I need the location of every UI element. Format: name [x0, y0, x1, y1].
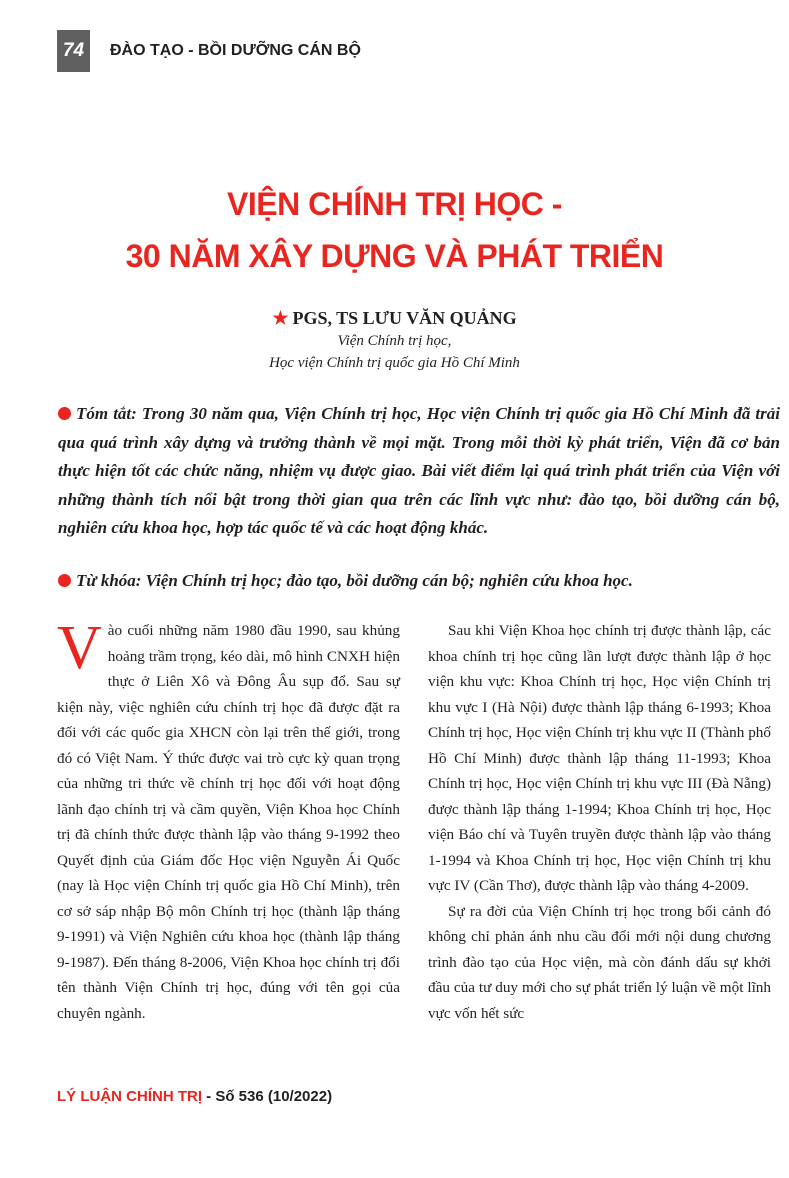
bullet-dot-icon — [58, 407, 71, 420]
body-column-right — [428, 618, 771, 1026]
keywords-text: Từ khóa: Viện Chính trị học; đào tạo, bồi dưỡng cán bộ; nghiên cứu khoa học. — [76, 571, 633, 590]
abstract — [58, 400, 780, 543]
footer — [57, 1088, 332, 1105]
affiliation-line-2: Học viện Chính trị quốc gia Hồ Chí Minh — [269, 355, 520, 371]
section-title: ĐÀO TẠO - BỒI DƯỠNG CÁN BỘ — [110, 42, 361, 59]
bullet-dot-icon — [58, 574, 71, 587]
title-line-2: 30 NĂM XÂY DỰNG VÀ PHÁT TRIỂN — [125, 238, 664, 274]
abstract-text: Tóm tắt: Trong 30 năm qua, Viện Chính trị học, Học viện Chính trị quốc gia Hồ Chí Minh đã trải qua quá trình xây dựng và trưởng thành về mọi mặt. Trong mỗi thời kỳ phát triển, Viện đã cơ bản thực hiện tốt các chức năng, nhiệm vụ được giao. Bài viết điểm lại quá trình phát triển của Viện với những thành tích nổi bật trong thời gian qua trên các lĩnh vực như: đào tạo, bồi dưỡng cán bộ, nghiên cứu khoa học, hợp tác quốc tế và các hoạt động khác. — [58, 404, 780, 537]
keywords — [58, 567, 780, 595]
paragraph: Sau khi Viện Khoa học chính trị được thành lập, các khoa chính trị học cũng lần lượt được thành lập ở học viện khu vực: Khoa Chính trị học, Học viện Chính trị khu vực I (Hà Nội) được thành lập tháng 6-1993; Khoa Chính trị học, Học viện Chính trị khu vực II (Thành phố Hồ Chí Minh) được thành lập tháng 11-1993; Khoa Chính trị học, Học viện Chính trị khu vực III (Đà Nẵng) được thành lập tháng 1-1994; Khoa Chính trị học, Học viện Báo chí và Tuyên truyền được thành lập vào tháng 1-1994 và Khoa Chính trị học, Học viện Chính trị khu vực IV (Cần Thơ), được thành lập vào tháng 4-2009. — [428, 622, 771, 894]
paragraph: Sự ra đời của Viện Chính trị học trong bối cảnh đó không chỉ phản ánh nhu cầu đổi mới nội dung chương trình đào tạo của Học viện, mà còn đánh dấu sự khởi đầu của tư duy mới cho sự phát triển lý luận về một lĩnh vực vốn hết sức — [428, 902, 771, 1022]
paragraph — [57, 614, 400, 1026]
issue-number: - Số 536 (10/2022) — [202, 1088, 333, 1105]
star-icon: ★ — [272, 308, 289, 328]
author-name: PGS, TS LƯU VĂN QUẢNG — [292, 308, 517, 328]
page-number: 74 — [57, 30, 90, 72]
journal-name: LÝ LUẬN CHÍNH TRỊ — [57, 1088, 202, 1105]
drop-cap: V — [57, 614, 102, 682]
author-line — [0, 308, 789, 329]
paragraph-text: ào cuối những năm 1980 đầu 1990, sau khủng hoảng trầm trọng, kéo dài, mô hình CNXH hiện thực ở Liên Xô và Đông Âu sụp đổ. Sau sự kiện này, việc nghiên cứu chính trị học đã được đặt ra đối với các quốc gia XHCN còn lại trên thế giới, trong đó có Việt Nam. Ý thức được vai trò cực kỳ quan trọng của những tri thức về chính trị học đối với hoạt động lãnh đạo chính trị và cầm quyền, Viện Khoa học Chính trị đã chính thức được thành lập vào tháng 9-1992 theo Quyết định của Giám đốc Học viện Nguyễn Ái Quốc (nay là Học viện Chính trị quốc gia Hồ Chí Minh), trên cơ sở sáp nhập Bộ môn Chính trị học (thành lập tháng 9-1991) và Viện Nghiên cứu khoa học (thành lập tháng 9-1987). Đến tháng 8-2006, Viện Khoa học chính trị đổi tên thành Viện Chính trị học, đúng với tên gọi của chuyên ngành. — [57, 622, 400, 1022]
title-line-1: VIỆN CHÍNH TRỊ HỌC - — [227, 186, 562, 222]
affiliation-line-1: Viện Chính trị học, — [337, 333, 452, 349]
body-column-left — [57, 614, 400, 1026]
article-title — [0, 178, 789, 282]
